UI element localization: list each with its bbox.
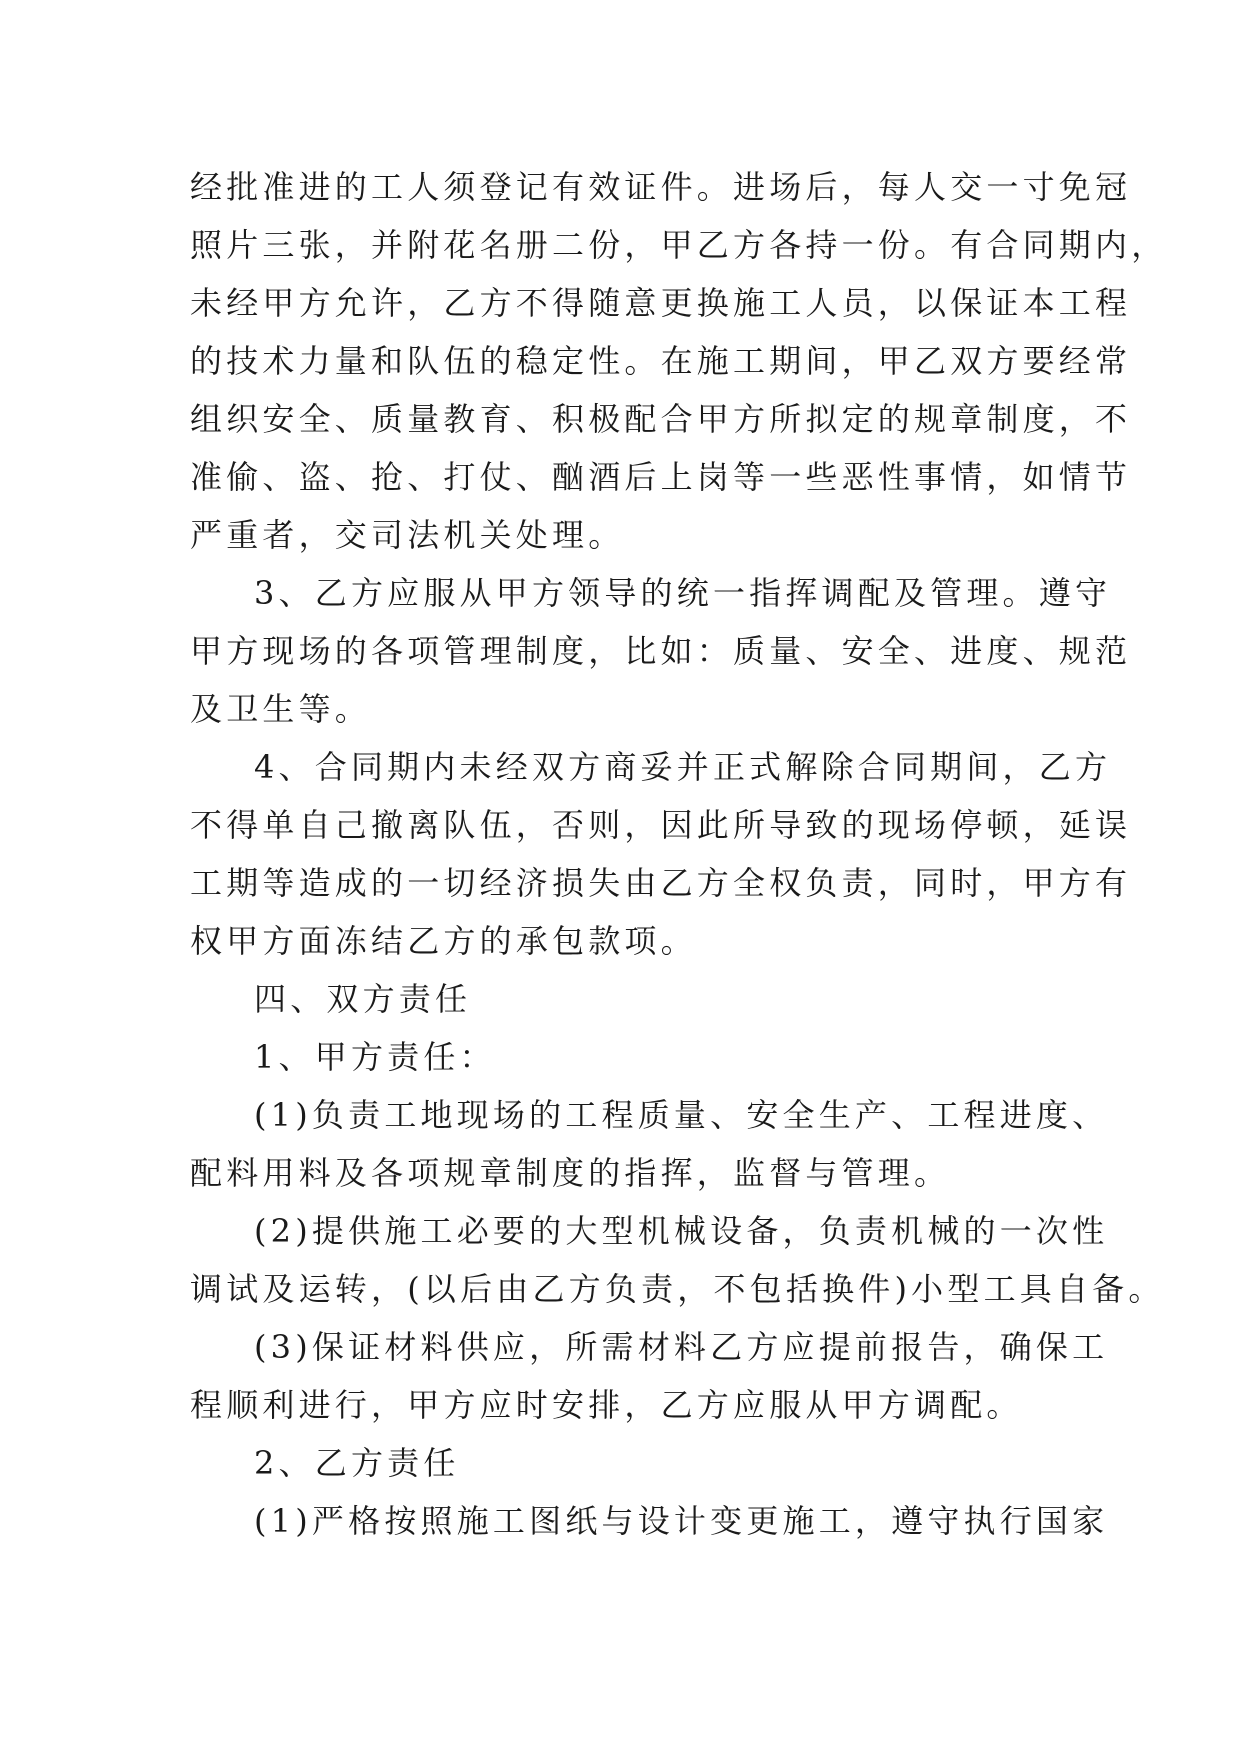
paragraph-item-4 <box>190 738 1132 970</box>
text-line: (2)提供施工必要的大型机械设备，负责机械的一次性 <box>254 1212 1109 1250</box>
text-line: 经批准进的工人须登记有效证件。进场后，每人交一寸免冠 <box>190 168 1132 206</box>
text-line: 的技术力量和队伍的稳定性。在施工期间，甲乙双方要经常 <box>190 342 1132 380</box>
paragraph-party-b-item-1 <box>190 1492 1109 1550</box>
paragraph-party-a-item-3 <box>190 1318 1109 1434</box>
paragraph-continuation <box>190 158 1168 564</box>
text-line: 照片三张，并附花名册二份，甲乙方各持一份。有合同期内， <box>190 226 1168 264</box>
text-line: 甲方现场的各项管理制度，比如：质量、安全、进度、规范 <box>190 632 1132 670</box>
paragraph-party-a-item-1 <box>190 1086 1109 1202</box>
paragraph-party-a-item-2 <box>190 1202 1165 1318</box>
text-line: 调试及运转，(以后由乙方负责，不包括换件)小型工具自备。 <box>190 1270 1165 1308</box>
text-line: 严重者，交司法机关处理。 <box>190 516 625 554</box>
text-line: 准偷、盗、抢、打仗、酗酒后上岗等一些恶性事情，如情节 <box>190 458 1132 496</box>
text-line: 组织安全、质量教育、积极配合甲方所拟定的规章制度，不 <box>190 400 1132 438</box>
text-line: 不得单自己撤离队伍，否则，因此所导致的现场停顿，延误 <box>190 806 1132 844</box>
subheading-party-b <box>190 1434 1054 1492</box>
text-line: 2、乙方责任 <box>254 1444 460 1482</box>
text-line: 程顺利进行，甲方应时安排，乙方应服从甲方调配。 <box>190 1386 1023 1424</box>
text-line: 四、双方责任 <box>254 980 472 1018</box>
text-line: 4、合同期内未经双方商妥并正式解除合同期间，乙方 <box>254 748 1112 786</box>
text-line: 1、甲方责任： <box>254 1038 496 1076</box>
text-line: 未经甲方允许，乙方不得随意更换施工人员，以保证本工程 <box>190 284 1132 322</box>
contract-body-text <box>190 158 1168 1550</box>
text-line: 3、乙方应服从甲方领导的统一指挥调配及管理。遵守 <box>254 574 1112 612</box>
subheading-party-a <box>190 1028 1054 1086</box>
text-line: (3)保证材料供应，所需材料乙方应提前报告，确保工 <box>254 1328 1109 1366</box>
text-line: (1)严格按照施工图纸与设计变更施工，遵守执行国家 <box>254 1502 1109 1540</box>
text-line: 权甲方面冻结乙方的承包款项。 <box>190 922 697 960</box>
text-line: 工期等造成的一切经济损失由乙方全权负责，同时，甲方有 <box>190 864 1132 902</box>
section-heading-responsibilities <box>190 970 1054 1028</box>
paragraph-item-3 <box>190 564 1132 738</box>
text-line: (1)负责工地现场的工程质量、安全生产、工程进度、 <box>254 1096 1109 1134</box>
text-line: 配料用料及各项规章制度的指挥，监督与管理。 <box>190 1154 951 1192</box>
text-line: 及卫生等。 <box>190 690 372 728</box>
